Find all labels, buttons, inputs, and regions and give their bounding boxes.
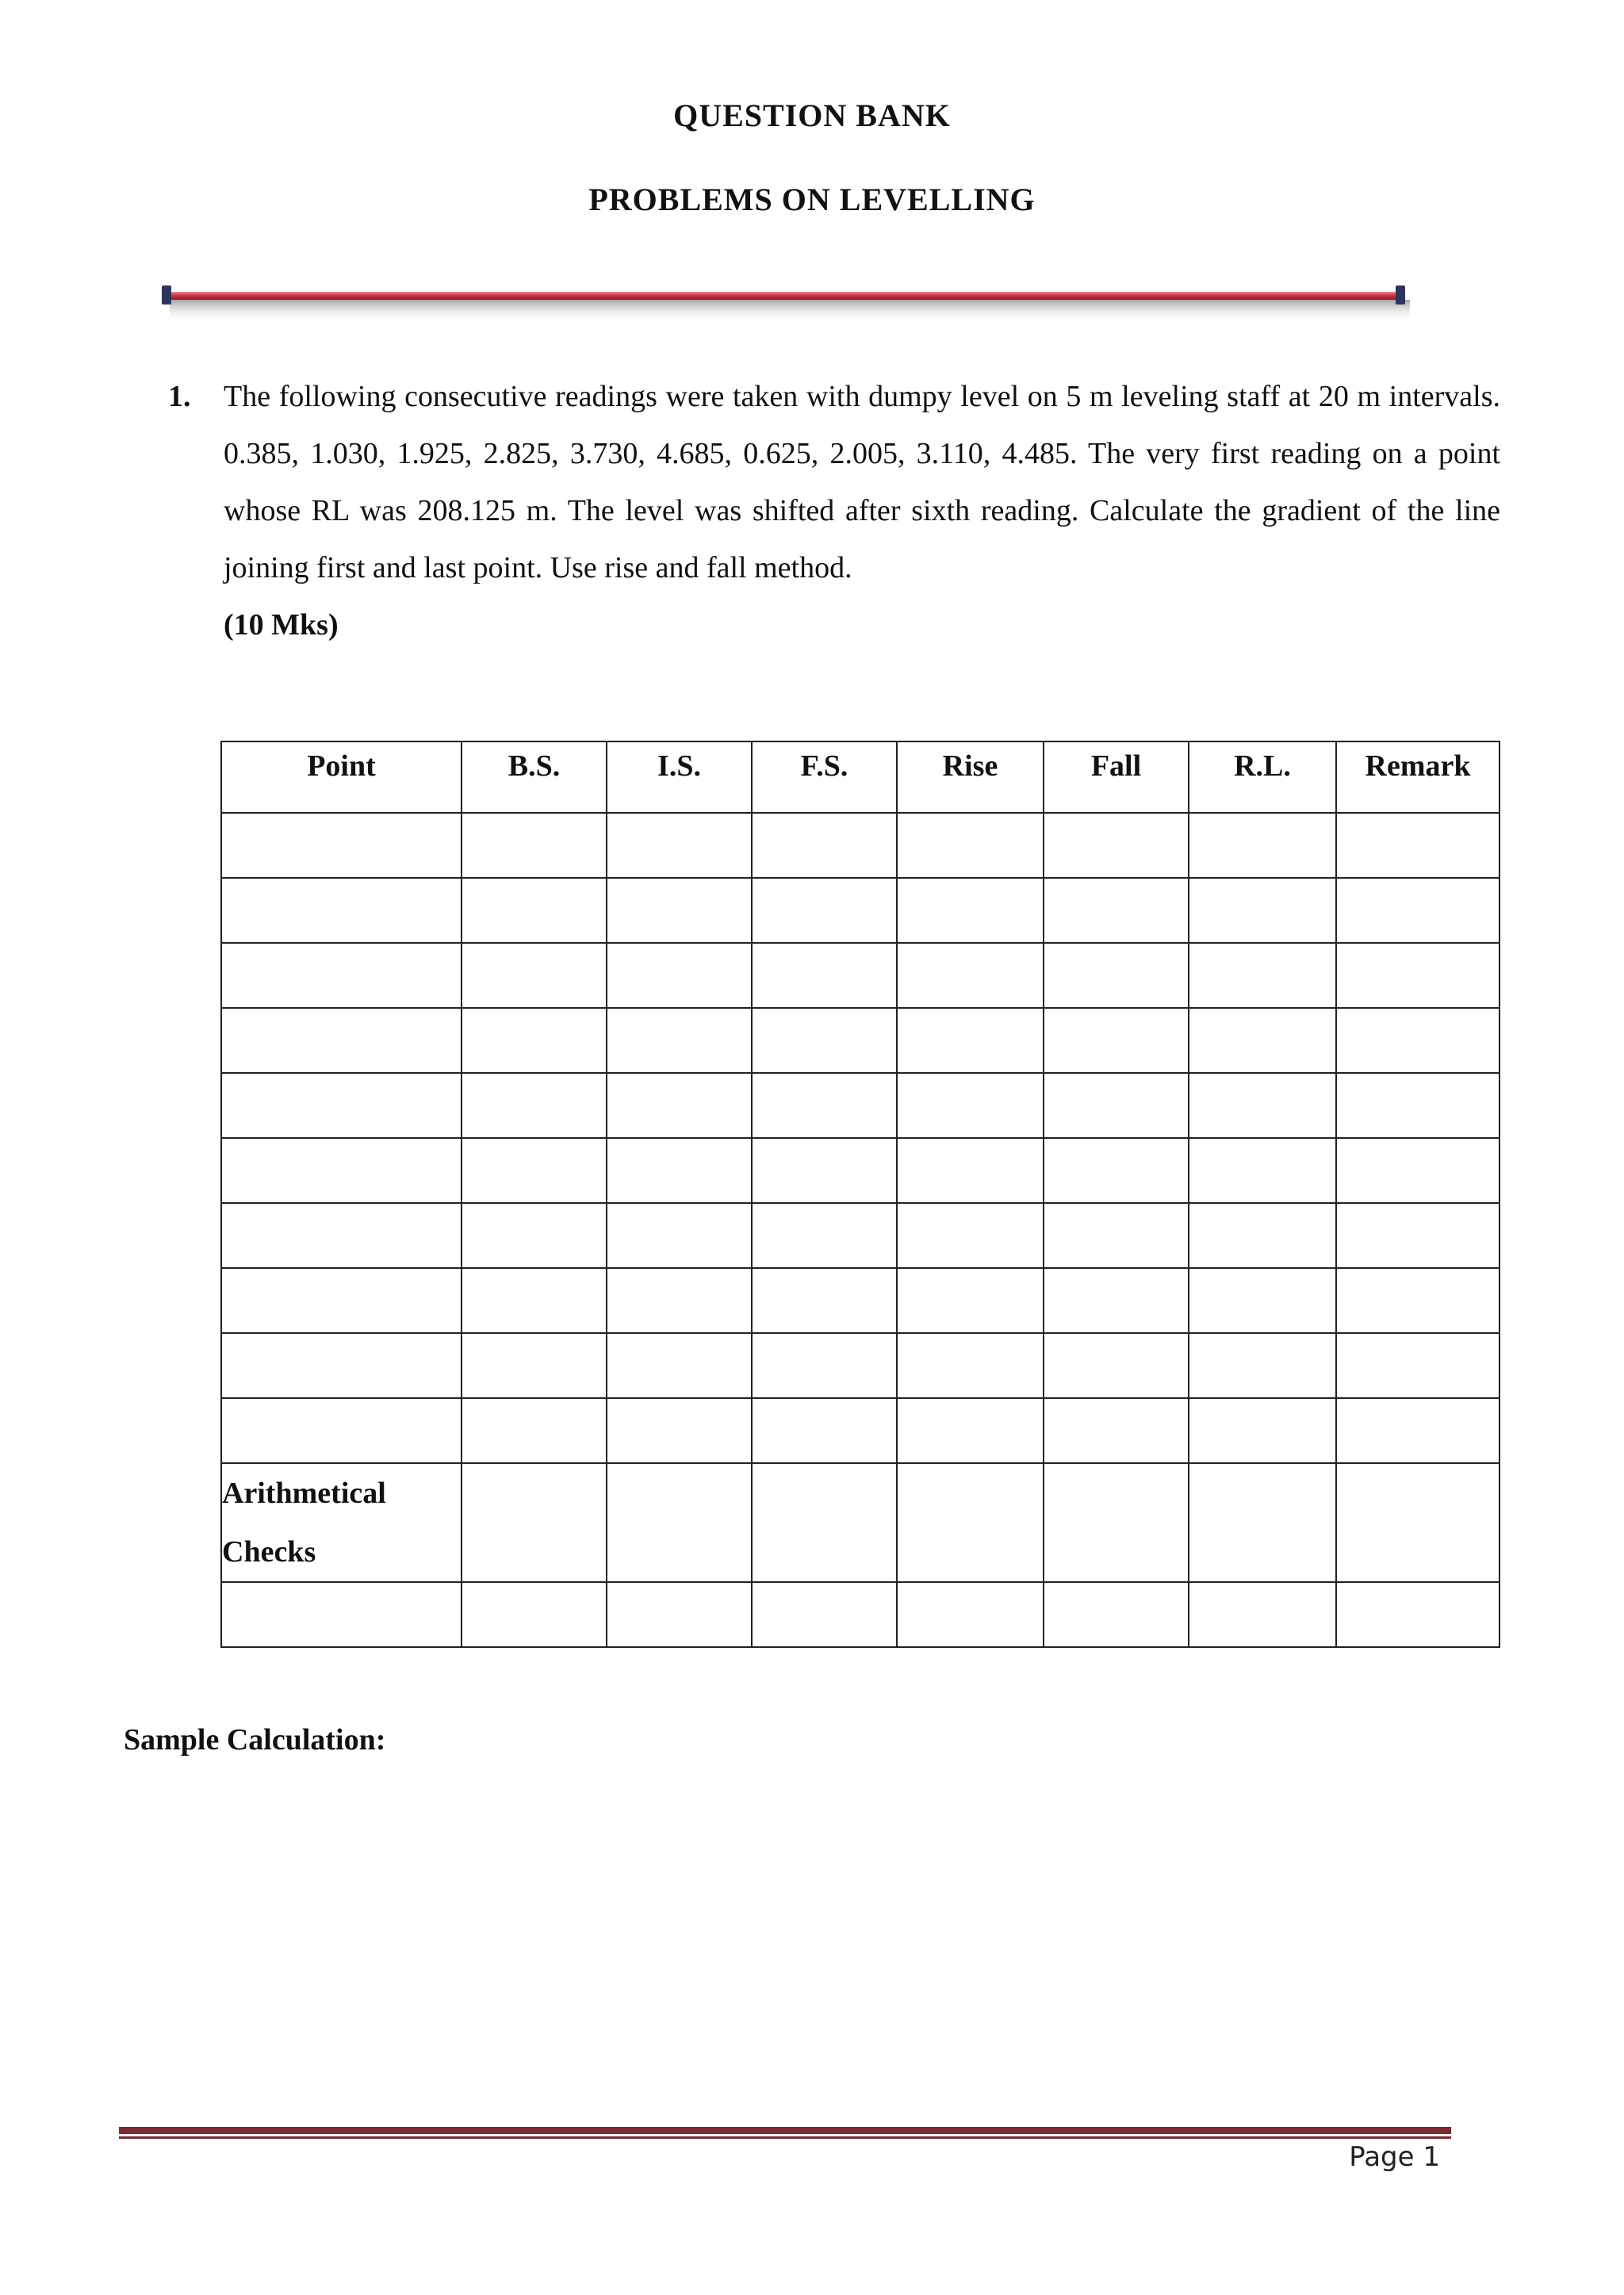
- table-cell: [897, 1203, 1044, 1268]
- sample-calculation-heading: Sample Calculation:: [124, 1723, 386, 1757]
- table-cell: [1189, 1008, 1336, 1073]
- table-row: [221, 1073, 1500, 1138]
- table-cell: [462, 1203, 607, 1268]
- table-cell: [462, 1463, 607, 1582]
- table-cell: [221, 943, 462, 1008]
- table-cell: [897, 1582, 1044, 1647]
- table-cell: [607, 878, 752, 943]
- table-cell: [897, 1268, 1044, 1333]
- page-title: QUESTION BANK: [673, 98, 951, 133]
- table-cell: [1044, 813, 1189, 878]
- table-cell: [1336, 1333, 1500, 1398]
- table-cell: [1044, 1582, 1189, 1647]
- table-cell: [752, 1582, 897, 1647]
- table-cell: [462, 1008, 607, 1073]
- arithmetical-checks-label: [221, 1463, 462, 1582]
- table-cell: [462, 1582, 607, 1647]
- table-cell: [1336, 1073, 1500, 1138]
- table-row: [221, 813, 1500, 878]
- table-cell: [221, 813, 462, 878]
- table-cell: [462, 813, 607, 878]
- table-row-final: [221, 1582, 1500, 1647]
- table-cell: [607, 1398, 752, 1463]
- table-cell: [607, 1203, 752, 1268]
- question-text-block: [224, 368, 1500, 653]
- question-text: The following consecutive readings were taken with dumpy level on 5 m leveling staff at 20 m intervals. 0.385, 1.030, 1.925, 2.825, 3.730, 4.685, 0.625, 2.005, 3.110, 4.485. The very first reading on a point whose RL was 208.125 m. The level was shifted after sixth reading. Calculate the gradient of the line joining first and last point. Use rise and fall method.: [224, 380, 1500, 584]
- table-cell: [462, 1333, 607, 1398]
- column-header-fs: F.S.: [752, 741, 897, 813]
- table-cell: [1044, 1073, 1189, 1138]
- table-cell: [1189, 1138, 1336, 1203]
- table-cell: [1189, 1203, 1336, 1268]
- table-cell: [1336, 1008, 1500, 1073]
- column-header-remark: Remark: [1336, 741, 1500, 813]
- table-cell: [607, 1268, 752, 1333]
- levelling-rod-divider-icon: [159, 284, 1410, 328]
- table-cell: [1189, 943, 1336, 1008]
- table-cell: [1336, 1582, 1500, 1647]
- table-cell: [752, 1008, 897, 1073]
- table-cell: [1044, 1463, 1189, 1582]
- table-cell: [221, 1398, 462, 1463]
- column-header-is: I.S.: [607, 741, 752, 813]
- table-cell: [607, 943, 752, 1008]
- table-cell: [1189, 1398, 1336, 1463]
- table-cell: [1336, 878, 1500, 943]
- rod-cap-left: [162, 285, 171, 305]
- table-cell: [897, 1073, 1044, 1138]
- table-cell: [221, 1138, 462, 1203]
- rod-cap-right: [1396, 285, 1405, 305]
- table-cell: [221, 1073, 462, 1138]
- table-cell: [1044, 1008, 1189, 1073]
- table-cell: [897, 1463, 1044, 1582]
- table-cell: [607, 1582, 752, 1647]
- question-number: 1.: [168, 380, 191, 413]
- table-row: [221, 943, 1500, 1008]
- table-cell: [1189, 813, 1336, 878]
- table-cell: [607, 1138, 752, 1203]
- levelling-table: [220, 741, 1500, 1648]
- table-cell: [1189, 1463, 1336, 1582]
- table-row: [221, 1138, 1500, 1203]
- table-cell: [752, 878, 897, 943]
- rod-bar: [167, 292, 1400, 300]
- table-cell: [1044, 1203, 1189, 1268]
- table-cell: [221, 878, 462, 943]
- column-header-rl: R.L.: [1189, 741, 1336, 813]
- table-cell: [897, 1008, 1044, 1073]
- table-cell: [462, 1138, 607, 1203]
- table-cell: [1336, 1268, 1500, 1333]
- question-marks: (10 Mks): [224, 608, 339, 642]
- table-cell: [462, 1268, 607, 1333]
- table-cell: [897, 1138, 1044, 1203]
- table-cell: [1044, 1268, 1189, 1333]
- rod-shadow: [170, 300, 1410, 322]
- table-cell: [1189, 878, 1336, 943]
- table-cell: [752, 1463, 897, 1582]
- page-subtitle: PROBLEMS ON LEVELLING: [588, 182, 1036, 217]
- page-number: Page 1: [1349, 2141, 1440, 2173]
- table-cell: [1189, 1582, 1336, 1647]
- table-row: [221, 1008, 1500, 1073]
- table-cell: [221, 1333, 462, 1398]
- table-cell: [1189, 1073, 1336, 1138]
- column-header-bs: B.S.: [462, 741, 607, 813]
- table-cell: [752, 1073, 897, 1138]
- table-cell: [752, 943, 897, 1008]
- table-cell: [1189, 1333, 1336, 1398]
- table-cell: [1336, 813, 1500, 878]
- table-cell: [221, 1268, 462, 1333]
- table-cell: [1044, 1398, 1189, 1463]
- table-cell: [1044, 1138, 1189, 1203]
- table-cell: [1189, 1268, 1336, 1333]
- table-cell: [462, 1398, 607, 1463]
- table-cell: [607, 1073, 752, 1138]
- table-row: [221, 1268, 1500, 1333]
- table-cell: [897, 943, 1044, 1008]
- table-cell: [752, 1268, 897, 1333]
- table-cell: [897, 1333, 1044, 1398]
- table-cell: [1044, 878, 1189, 943]
- table-cell: [752, 1333, 897, 1398]
- table-cell: [462, 943, 607, 1008]
- table-row: [221, 878, 1500, 943]
- table-cell: [462, 1073, 607, 1138]
- table-row: [221, 1203, 1500, 1268]
- table-cell: [752, 1398, 897, 1463]
- table-row: [221, 1333, 1500, 1398]
- check-label-line2: Checks: [222, 1535, 316, 1569]
- table-cell: [1044, 1333, 1189, 1398]
- table-row: [221, 1398, 1500, 1463]
- table-cell: [1336, 1463, 1500, 1582]
- arithmetical-checks-row: [221, 1463, 1500, 1582]
- table-cell: [897, 813, 1044, 878]
- column-header-fall: Fall: [1044, 741, 1189, 813]
- table-cell: [897, 878, 1044, 943]
- table-cell: [221, 1008, 462, 1073]
- table-cell: [607, 1333, 752, 1398]
- table-cell: [1336, 1203, 1500, 1268]
- footer-rule: [119, 2127, 1451, 2141]
- column-header-point: Point: [221, 741, 462, 813]
- table-cell: [1336, 943, 1500, 1008]
- table-cell: [607, 1463, 752, 1582]
- table-cell: [607, 813, 752, 878]
- table-cell: [607, 1008, 752, 1073]
- table-cell: [462, 878, 607, 943]
- check-label-line1: Arithmetical: [222, 1477, 386, 1510]
- table-cell: [1336, 1398, 1500, 1463]
- table-cell: [1044, 943, 1189, 1008]
- table-cell: [752, 813, 897, 878]
- table-cell: [221, 1203, 462, 1268]
- table-cell: [221, 1582, 462, 1647]
- table-cell: [752, 1203, 897, 1268]
- table-header-row: [221, 741, 1500, 813]
- table-cell: [1336, 1138, 1500, 1203]
- column-header-rise: Rise: [897, 741, 1044, 813]
- table-cell: [752, 1138, 897, 1203]
- table-body: [221, 813, 1500, 1647]
- table-cell: [897, 1398, 1044, 1463]
